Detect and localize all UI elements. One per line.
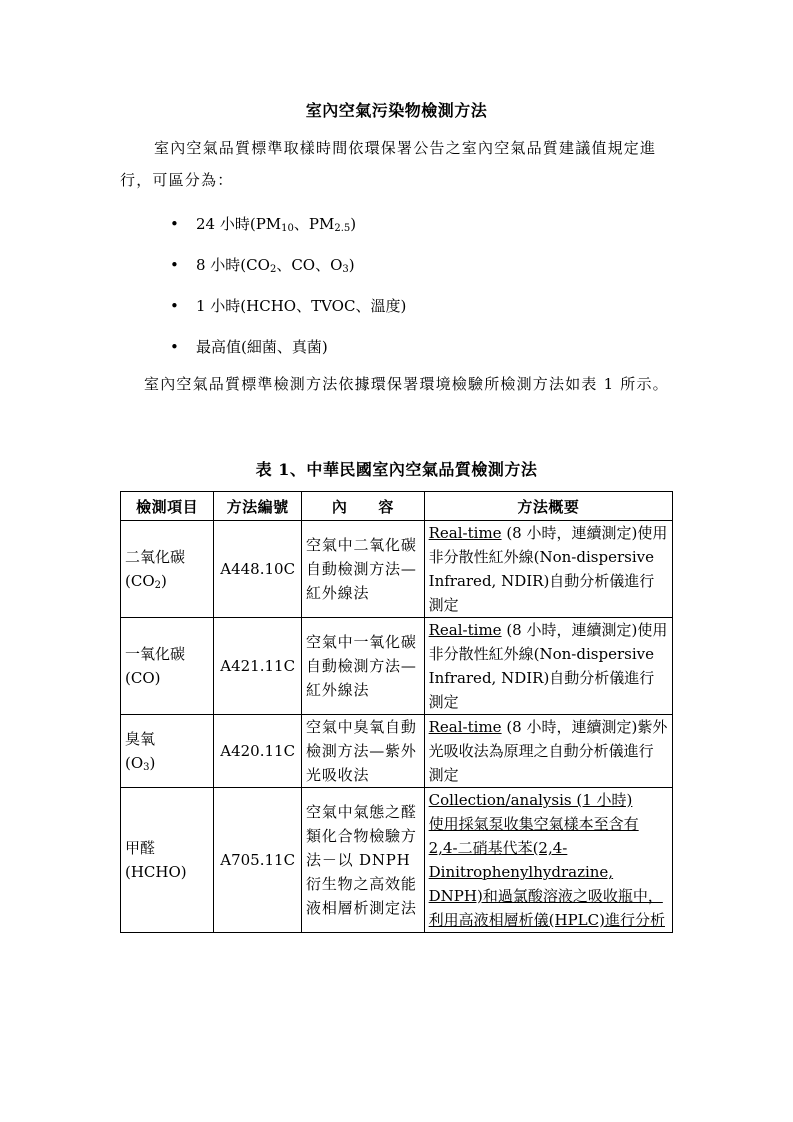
methods-table (120, 491, 673, 933)
cell-code: A448.10C (214, 521, 302, 618)
cell-item: 臭氧 $(O_3)$ (121, 715, 214, 788)
cell-item: 一氧化碳 (CO) (121, 618, 214, 715)
cell-item: 二氧化碳 $(CO_2)$ (121, 521, 214, 618)
method-note-paragraph: 室內空氣品質標準檢測方法依據環保署環境檢驗所檢測方法如表 1 所示。 (144, 375, 669, 393)
cell-summary: Collection/analysis (1 小時) 使用採氣泵收集空氣樣本至含有 2,4-二硝基代苯(2,4-Dinitrophenylhydrazine, DNPH)和過氯酸溶液之吸收瓶中，利用高液相層析儀(HPLC)進行分析 (424, 788, 672, 933)
cell-code: A705.11C (214, 788, 302, 933)
table-row (121, 618, 673, 715)
cell-summary: Real-time (8 小時，連續測定)使用非分散性紅外線(Non-dispersive Infrared, NDIR)自動分析儀進行測定 (424, 618, 672, 715)
header-item: 檢測項目 (121, 492, 214, 521)
sampling-time-list (170, 210, 406, 374)
cell-summary: Real-time (8 小時，連續測定)紫外光吸收法為原理之自動分析儀進行測定 (424, 715, 672, 788)
cell-code: A421.11C (214, 618, 302, 715)
table-header-row (121, 492, 673, 521)
table-row (121, 715, 673, 788)
cell-content: 空氣中氣態之醛類化合物檢驗方法－以 DNPH 衍生物之高效能液相層析測定法 (302, 788, 425, 933)
list-item: • 24 小時($PM_{10}$、$PM_{2.5}$) (170, 210, 406, 251)
cell-content: 空氣中臭氧自動檢測方法—紫外光吸收法 (302, 715, 425, 788)
cell-item: 甲醛 (HCHO) (121, 788, 214, 933)
cell-content: 空氣中二氧化碳自動檢測方法—紅外線法 (302, 521, 425, 618)
header-code: 方法編號 (214, 492, 302, 521)
bullet-icon: • (170, 338, 179, 356)
table-row (121, 521, 673, 618)
cell-code: A420.11C (214, 715, 302, 788)
document-title: 室內空氣污染物檢測方法 (305, 101, 488, 120)
list-item: • 1 小時(HCHO、TVOC、溫度) (170, 292, 406, 333)
intro-paragraph: 室內空氣品質標準取樣時間依環保署公告之室內空氣品質建議值規定進行，可區分為： (120, 139, 657, 189)
table-row (121, 788, 673, 933)
bullet-icon: • (170, 297, 179, 315)
bullet-icon: • (170, 256, 179, 274)
cell-summary: Real-time (8 小時，連續測定)使用非分散性紅外線(Non-dispersive Infrared, NDIR)自動分析儀進行測定 (424, 521, 672, 618)
cell-content: 空氣中一氧化碳自動檢測方法—紅外線法 (302, 618, 425, 715)
list-item: • 最高值(細菌、真菌) (170, 333, 406, 374)
header-content: 內 容 (302, 492, 425, 521)
list-item: • 8 小時($CO_2$、CO、$O_3$) (170, 251, 406, 292)
bullet-icon: • (170, 215, 179, 233)
table-caption: 表 1、中華民國室內空氣品質檢測方法 (255, 460, 538, 479)
header-summary: 方法概要 (424, 492, 672, 521)
